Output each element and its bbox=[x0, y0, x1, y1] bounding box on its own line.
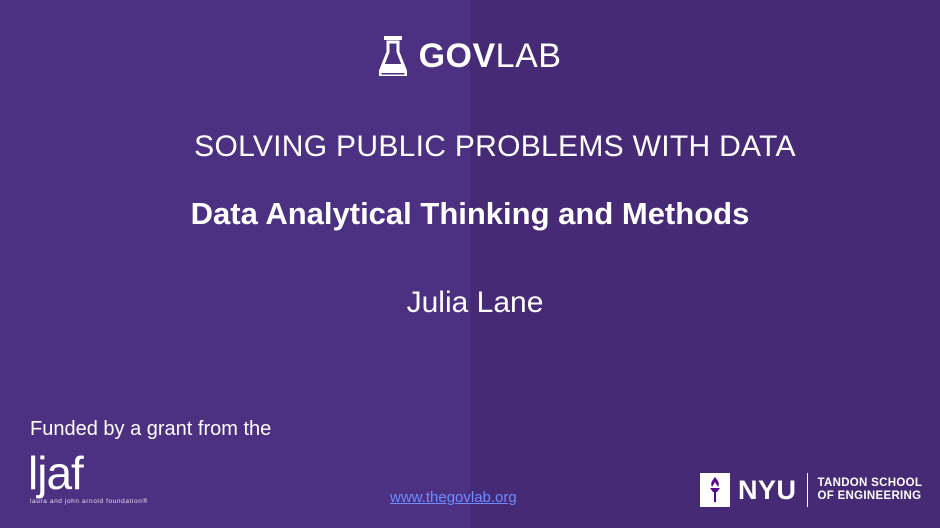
nyu-wordmark: NYU bbox=[738, 474, 797, 505]
nyu-school-name bbox=[818, 477, 923, 503]
background-right-panel bbox=[470, 0, 940, 528]
nyu-tandon-logo bbox=[700, 472, 922, 508]
nyu-divider bbox=[807, 473, 808, 507]
govlab-wordmark: GOVLAB bbox=[418, 37, 562, 75]
author-name: Julia Lane bbox=[406, 286, 544, 319]
school-line-1: TANDON SCHOOL bbox=[817, 477, 923, 489]
ljaf-wordmark: ljaf bbox=[28, 447, 83, 499]
funding-text: Funded by a grant from the bbox=[30, 418, 272, 440]
website-link[interactable]: www.thegovlab.org bbox=[390, 489, 517, 506]
flask-icon bbox=[379, 36, 407, 76]
ljaf-tagline: laura and john arnold foundation® bbox=[30, 498, 148, 505]
ljaf-logo bbox=[28, 447, 208, 510]
school-line-2: OF ENGINEERING bbox=[817, 490, 922, 502]
slide-title: Data Analytical Thinking and Methods bbox=[190, 196, 750, 231]
govlab-logo bbox=[0, 36, 940, 76]
slide-subtitle: SOLVING PUBLIC PROBLEMS WITH DATA bbox=[194, 130, 796, 163]
torch-icon bbox=[700, 473, 730, 507]
